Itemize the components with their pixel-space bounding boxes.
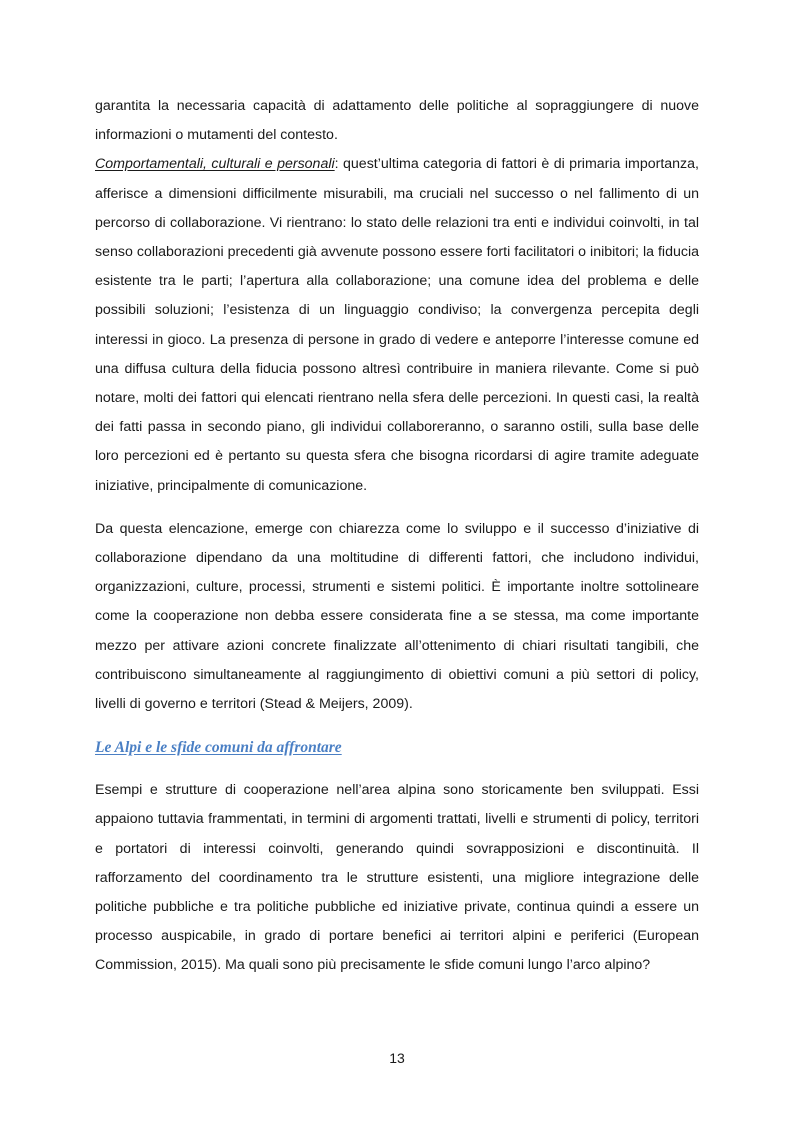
page-number: 13 bbox=[389, 1050, 405, 1066]
document-page bbox=[95, 92, 699, 981]
section-heading-alps[interactable]: Le Alpi e le sfide comuni da affrontare bbox=[95, 739, 342, 757]
paragraph-alpine-cooperation: Esempi e strutture di cooperazione nell’area alpina sono storicamente ben sviluppati. Essi appaiono tuttavia frammentati, in termini di argomenti trattati, livelli e strumenti di policy, territori e portatori di interessi coinvolti, generando quindi sovrapposizioni e discontinuità. Il rafforzamento del coordinamento tra le strutture esistenti, una migliore integrazione delle politiche pubbliche e tra politiche pubbliche ed iniziative private, continua quindi a essere un processo auspicabile, in grado di portare benefici ai territori alpini e periferici (European Commission, 2015). Ma quali sono più precisamente le sfide comuni lungo l’arco alpino? bbox=[95, 782, 699, 974]
paragraph-behavioral-factors bbox=[95, 150, 699, 500]
paragraph-collaboration-summary: Da questa elencazione, emerge con chiarezza come lo sviluppo e il successo d’iniziative di collaborazione dipendano da una moltitudine di differenti fattori, che includono individui, organizzazioni, culture, processi, strumenti e sistemi politici. È importante inoltre sottolineare come la cooperazione non debba essere considerata fine a se stessa, ma come importante mezzo per attivare azioni concrete finalizzate all’ottenimento di chiari risultati tangibili, che contribuiscono simultaneamente al raggiungimento di obiettivi comuni a più settori di policy, livelli di governo e territori (Stead & Meijers, 2009). bbox=[95, 520, 699, 713]
behavioral-factors-text: : quest’ultima categoria di fattori è di primaria importanza, afferisce a dimensioni difficilmente misurabili, ma cruciali nel successo o nel fallimento di un percorso di collaborazione. Vi rientrano: lo stato delle relazioni tra enti e individui coinvolti, in tal senso collaborazioni precedenti già avvenute possono essere forti facilitatori o inibitori; la fiducia esistente tra le parti; l’apertura alla collaborazione; una comune idea del problema e delle possibili soluzioni; l’esistenza di un linguaggio condiviso; la convergenza percepita degli interessi in gioco. La presenza di persone in grado di vedere e anteporre l’interesse comune ed una diffusa cultura della fiducia possono altresì contribuire in maniera rilevante. Come si può notare, molti dei fattori qui elencati rientrano nella sfera delle percezioni. In questi casi, la realtà dei fatti passa in secondo piano, gli individui collaboreranno, o saranno ostili, sulla base delle loro percezioni ed è pertanto su questa sfera che bisogna ricordarsi di agire tramite adeguate iniziative, principalmente di comunicazione. bbox=[95, 156, 699, 494]
behavioral-factors-label: Comportamentali, culturali e personali bbox=[95, 156, 335, 173]
paragraph-adaptation: garantita la necessaria capacità di adattamento delle politiche al sopraggiungere di nuove informazioni o mutamenti del contesto. bbox=[95, 98, 699, 144]
